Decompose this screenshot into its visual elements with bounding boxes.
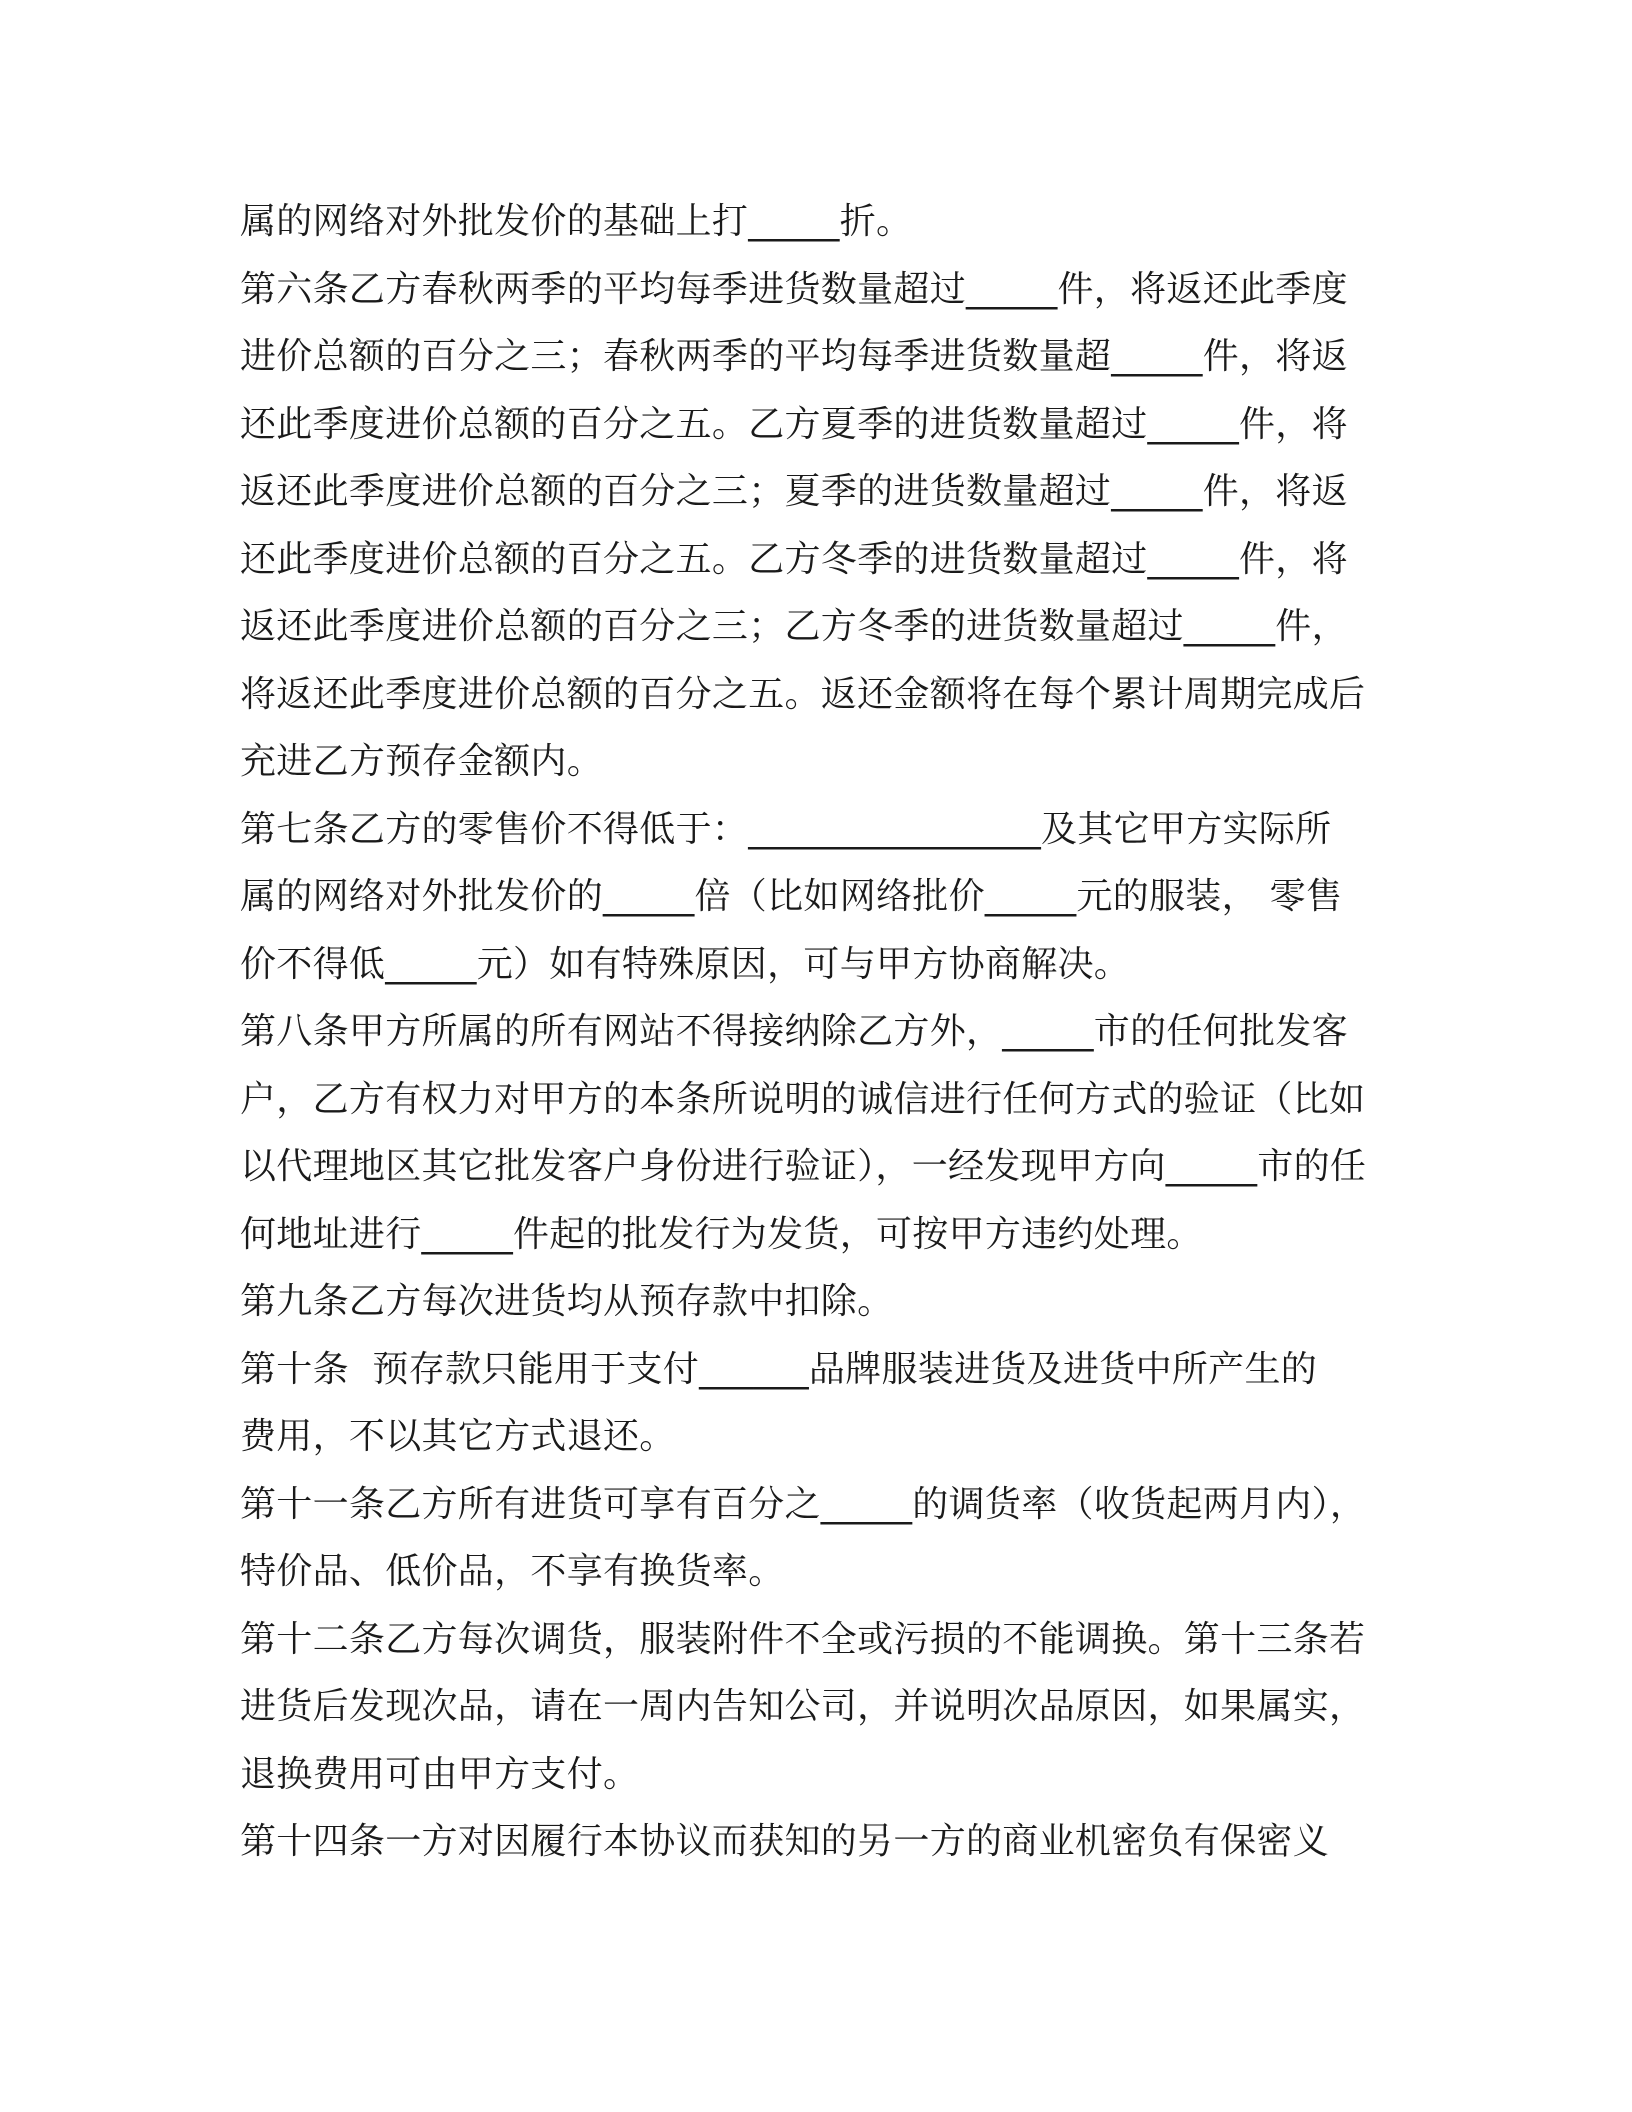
text-line: 第十二条乙方每次调货，服装附件不全或污损的不能调换。第十三条若 xyxy=(240,1618,1366,1660)
text-line: 第十四条一方对因履行本协议而获知的另一方的商业机密负有保密义 xyxy=(240,1821,1330,1862)
document-body xyxy=(240,188,1390,1876)
text-line: 还此季度进价总额的百分之五。乙方夏季的进货数量超过_____件，将 xyxy=(240,403,1348,445)
text-line: 第九条乙方每次进货均从预存款中扣除。 xyxy=(240,1281,894,1322)
text-line: 进货后发现次品，请在一周内告知公司，并说明次品原因，如果属实， xyxy=(240,1686,1366,1727)
text-line: 返还此季度进价总额的百分之三；乙方冬季的进货数量超过_____件， xyxy=(240,606,1348,647)
text-line: 第十一条乙方所有进货可享有百分之_____的调货率（收货起两月内）， xyxy=(240,1483,1367,1525)
text-line: 属的网络对外批发价的_____倍（比如网络批价_____元的服装， 零售 xyxy=(240,876,1343,917)
text-line: 充进乙方预存金额内。 xyxy=(240,741,604,782)
text-line: 价不得低_____元）如有特殊原因，可与甲方协商解决。 xyxy=(240,943,1131,985)
text-line: 以代理地区其它批发客户身份进行验证），一经发现甲方向_____市的任 xyxy=(240,1146,1367,1187)
text-line: 进价总额的百分之三；春秋两季的平均每季进货数量超_____件，将返 xyxy=(240,336,1348,377)
text-line: 户，乙方有权力对甲方的本条所说明的诚信进行任何方式的验证（比如 xyxy=(240,1078,1366,1120)
text-line: 第七条乙方的零售价不得低于：________________及其它甲方实际所 xyxy=(240,808,1332,850)
text-line: 属的网络对外批发价的基础上打_____折。 xyxy=(240,201,913,242)
text-line: 返还此季度进价总额的百分之三；夏季的进货数量超过_____件，将返 xyxy=(240,471,1348,512)
text-line: 费用，不以其它方式退还。 xyxy=(240,1416,676,1457)
text-line: 退换费用可由甲方支付。 xyxy=(240,1753,640,1795)
text-line: 特价品、低价品，不享有换货率。 xyxy=(240,1551,785,1592)
text-line: 还此季度进价总额的百分之五。乙方冬季的进货数量超过_____件，将 xyxy=(240,538,1348,580)
text-line: 第六条乙方春秋两季的平均每季进货数量超过_____件，将返还此季度 xyxy=(240,268,1348,310)
text-line: 第八条甲方所属的所有网站不得接纳除乙方外，_____市的任何批发客 xyxy=(240,1011,1348,1052)
text-line: 将返还此季度进价总额的百分之五。返还金额将在每个累计周期完成后 xyxy=(240,673,1366,715)
text-line: 第十条 预存款只能用于支付______品牌服装进货及进货中所产生的 xyxy=(240,1348,1318,1390)
text-line: 何地址进行_____件起的批发行为发货，可按甲方违约处理。 xyxy=(240,1213,1203,1255)
